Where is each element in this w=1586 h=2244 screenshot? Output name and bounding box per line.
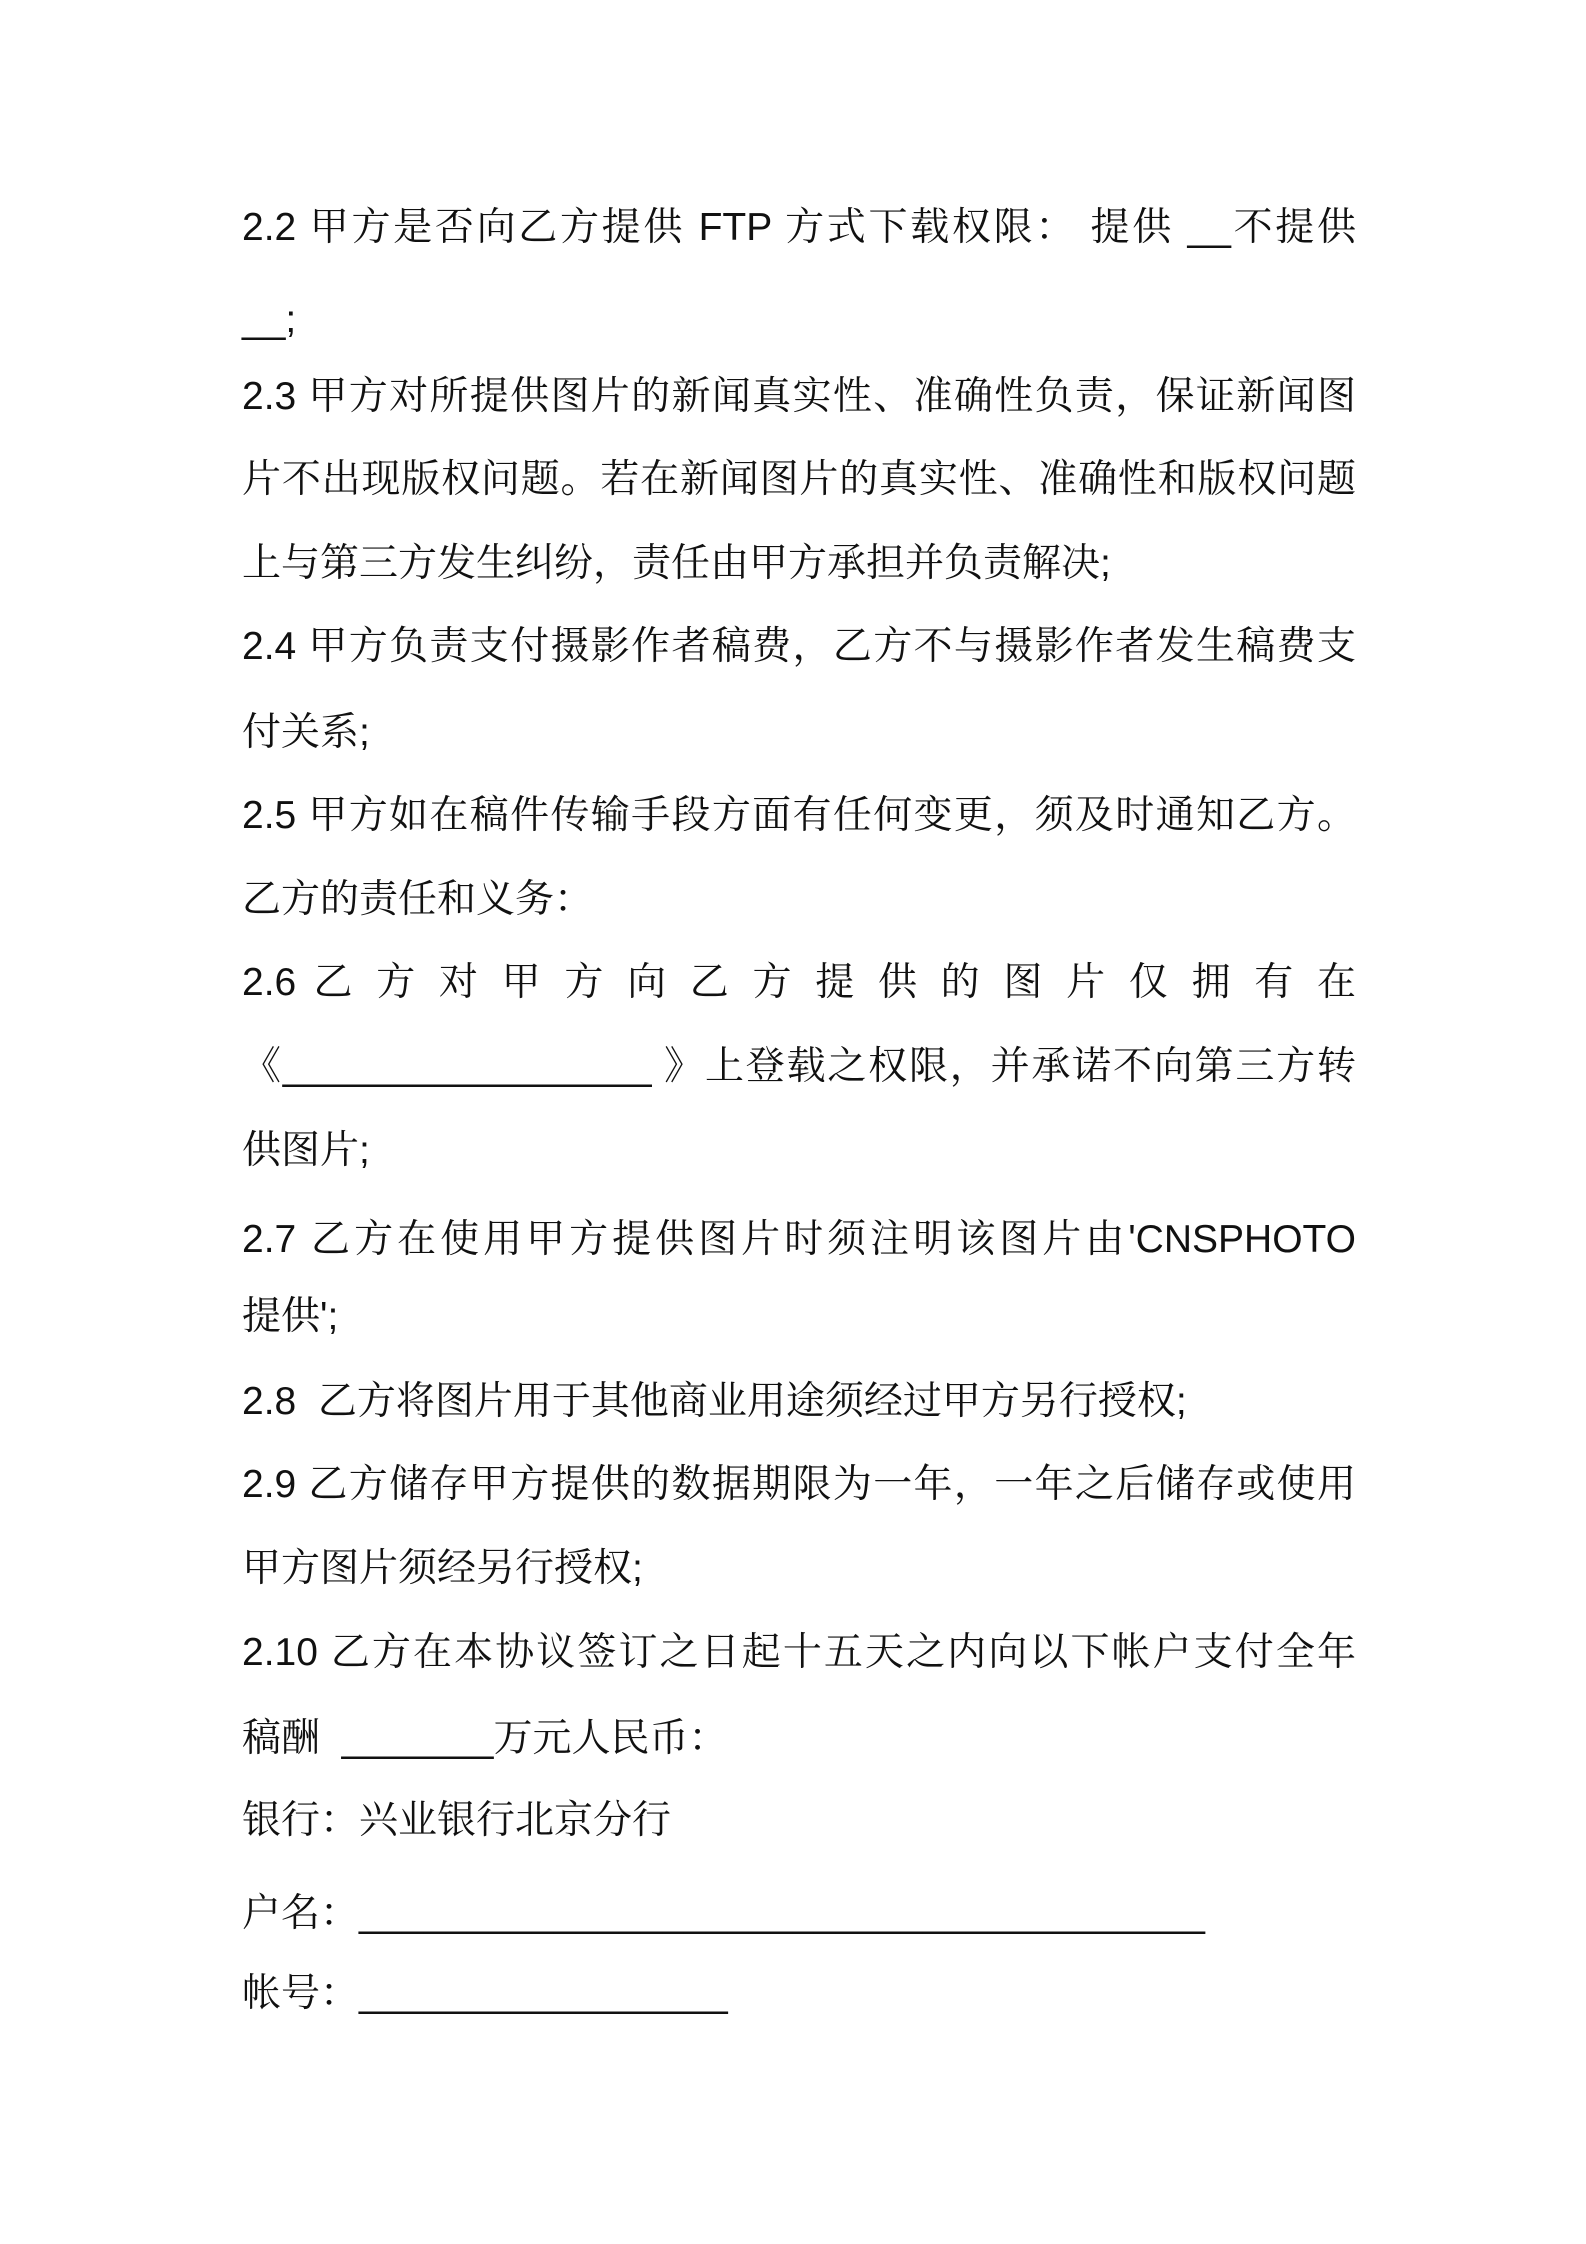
clause-2-2-line-2: __; (242, 298, 297, 341)
clause-2-10-line-2: 稿酬 _______万元人民币： (242, 1717, 728, 1760)
clause-2-7-line-1: 2.7 乙方在使用甲方提供图片时须注明该图片由'CNSPHOTO (242, 1218, 1356, 1261)
clause-2-2-line-1: 2.2 甲方是否向乙方提供 FTP 方式下载权限： 提供 __不提供 (242, 206, 1356, 249)
clause-2-3-line-3: 上与第三方发生纠纷，责任由甲方承担并负责解决; (242, 542, 1111, 585)
section-heading-party-b-duties: 乙方的责任和义务： (242, 878, 594, 921)
clause-2-5-line-1: 2.5 甲方如在稿件传输手段方面有任何变更，须及时通知乙方。 (242, 794, 1356, 837)
clause-2-4-line-2: 付关系; (242, 711, 370, 754)
clause-2-9-line-1: 2.9 乙方储存甲方提供的数据期限为一年，一年之后储存或使用 (242, 1463, 1356, 1506)
clause-2-10-line-1: 2.10 乙方在本协议签订之日起十五天之内向以下帐户支付全年 (242, 1631, 1356, 1674)
clause-2-8-line-1: 2.8 乙方将图片用于其他商业用途须经过甲方另行授权; (242, 1380, 1187, 1423)
clause-2-6-line-3: 供图片; (242, 1129, 370, 1172)
clause-2-6-line-2: 《_________________ 》上登载之权限，并承诺不向第三方转 (242, 1045, 1356, 1088)
bank-name-line: 银行：兴业银行北京分行 (242, 1799, 672, 1842)
clause-2-4-line-1: 2.4 甲方负责支付摄影作者稿费，乙方不与摄影作者发生稿费支 (242, 625, 1356, 668)
account-number-line: 帐号：_________________ (242, 1972, 728, 2015)
clause-2-3-line-2: 片不出现版权问题。若在新闻图片的真实性、准确性和版权问题 (242, 458, 1356, 501)
clause-2-7-line-2: 提供'; (242, 1295, 339, 1338)
account-name-line: 户名：_______________________________________ (242, 1892, 1205, 1935)
clause-2-6-line-1: 2.6 乙 方 对 甲 方 向 乙 方 提 供 的 图 片 仅 拥 有 在 (242, 961, 1356, 1004)
clause-2-3-line-1: 2.3 甲方对所提供图片的新闻真实性、准确性负责，保证新闻图 (242, 375, 1356, 418)
clause-2-9-line-2: 甲方图片须经另行授权; (242, 1547, 643, 1590)
